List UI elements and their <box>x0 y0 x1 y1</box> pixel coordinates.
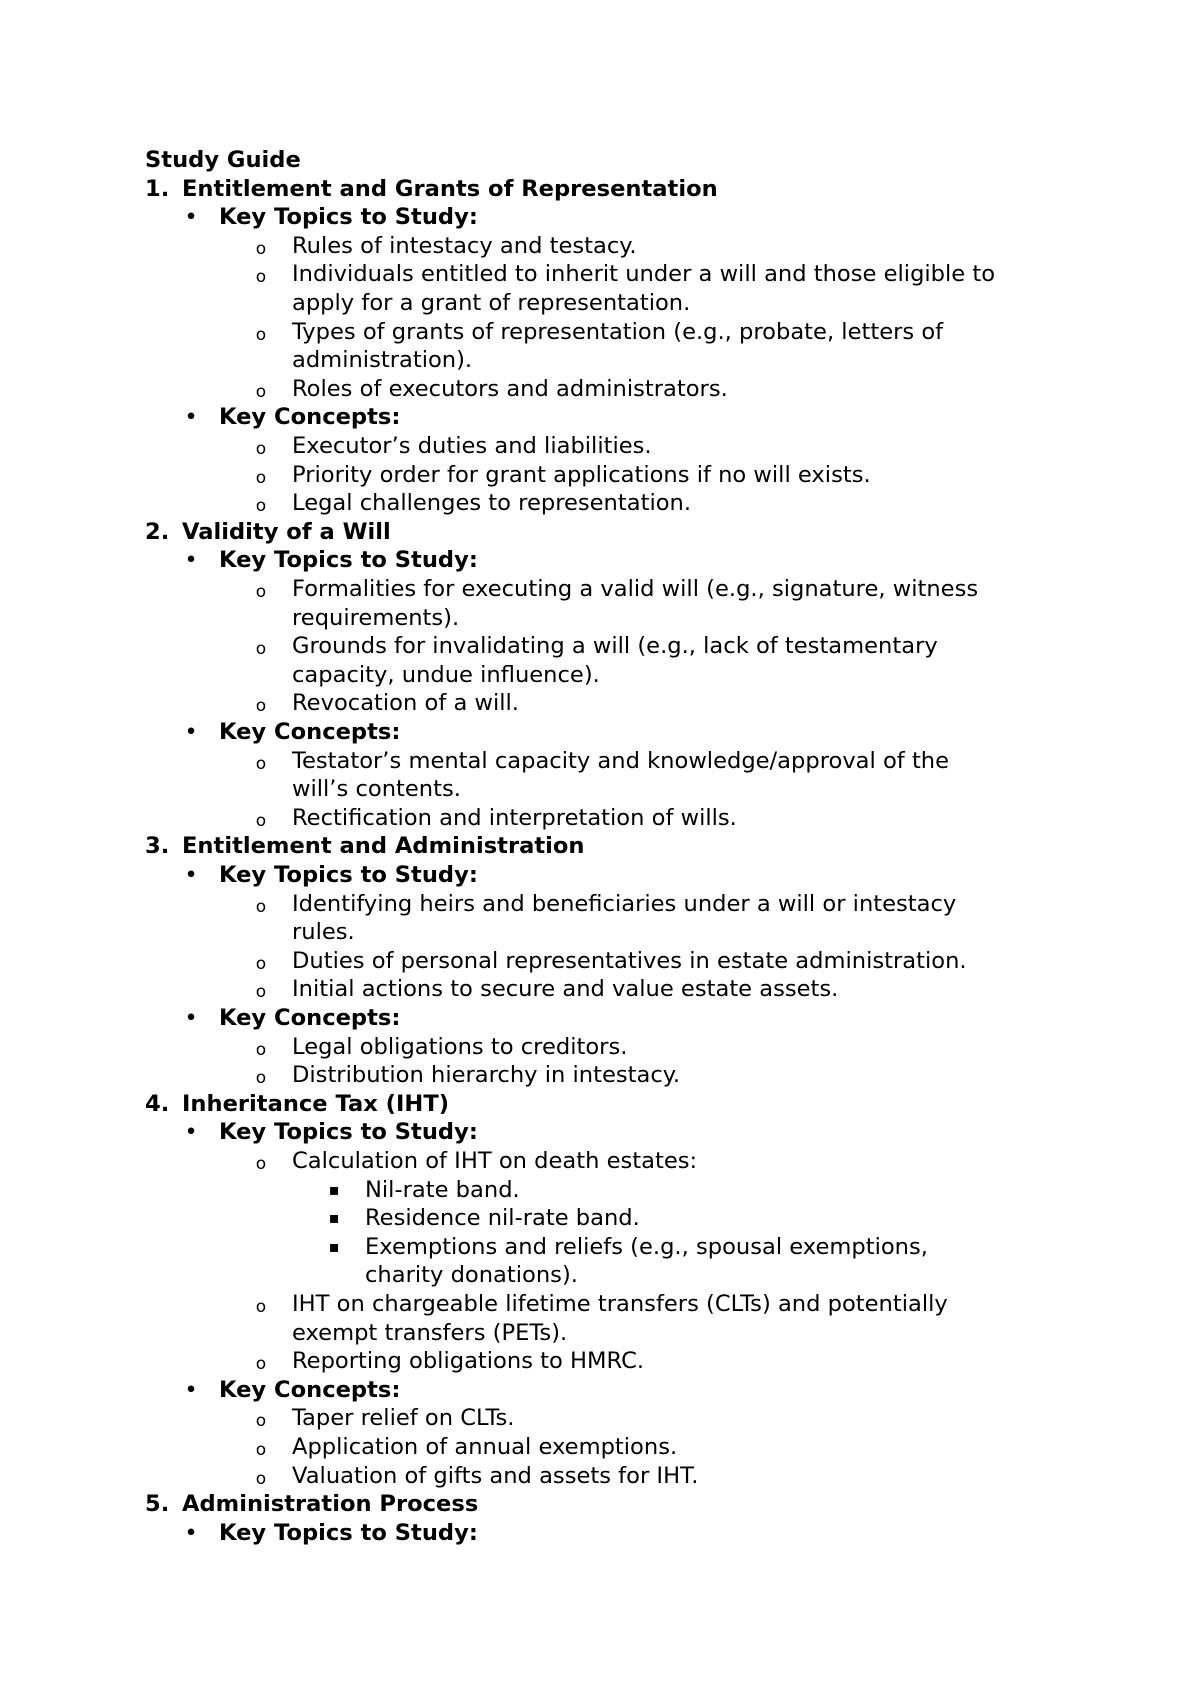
section-heading <box>0 1490 1200 1519</box>
section-heading <box>0 518 1200 547</box>
section-number: 5. <box>145 1491 170 1518</box>
section-number: 2. <box>145 518 170 545</box>
list-item-text: Duties of personal representatives in estate administration. <box>292 947 967 974</box>
list-item <box>0 432 1200 461</box>
list-item-text: Individuals entitled to inherit under a will and those eligible to <box>292 261 996 288</box>
list-item <box>0 461 1200 490</box>
circle-bullet-icon: o <box>255 810 267 831</box>
list-item-text: administration). <box>292 347 473 374</box>
list-item-text: Types of grants of representation (e.g., probate, letters of <box>292 318 944 345</box>
list-item <box>0 1147 1200 1176</box>
document-title-line <box>0 146 1200 175</box>
group-heading-text: Key Concepts: <box>219 719 401 745</box>
list-item <box>0 747 1200 776</box>
square-bullet-icon: ▪ <box>328 1179 340 1199</box>
list-item-text: requirements). <box>292 604 460 631</box>
list-item-text: Executor’s duties and liabilities. <box>292 433 652 459</box>
circle-bullet-icon: o <box>255 267 267 288</box>
list-item-text: Reporting obligations to HMRC. <box>292 1348 645 1375</box>
circle-bullet-icon: o <box>255 582 267 602</box>
sub-list-item-text: Nil-rate band. <box>365 1176 520 1203</box>
list-item-text: Identifying heirs and beneficiaries under a will or intestacy <box>292 890 957 917</box>
document-title: Study Guide <box>145 147 301 173</box>
circle-bullet-icon: o <box>255 1411 267 1432</box>
section-title: Validity of a Will <box>182 518 391 545</box>
circle-bullet-icon: o <box>255 1039 267 1060</box>
square-bullet-icon: ▪ <box>328 1208 340 1228</box>
circle-bullet-icon: o <box>255 324 267 345</box>
group-heading <box>0 203 1200 232</box>
square-bullet-icon: ▪ <box>328 1236 340 1256</box>
list-item-text: Rules of intestacy and testacy. <box>292 232 637 259</box>
list-item-text: IHT on chargeable lifetime transfers (CLTs) and potentially <box>292 1291 948 1317</box>
list-item <box>0 1033 1200 1062</box>
round-bullet-icon: • <box>184 719 198 745</box>
list-item <box>0 232 1200 261</box>
group-heading-text: Key Topics to Study: <box>219 547 478 574</box>
round-bullet-icon: • <box>184 1519 198 1546</box>
list-item-text: Initial actions to secure and value estate assets. <box>292 976 839 1003</box>
circle-bullet-icon: o <box>255 1468 267 1489</box>
circle-bullet-icon: o <box>255 896 267 917</box>
round-bullet-icon: • <box>184 1005 198 1031</box>
circle-bullet-icon: o <box>255 1440 267 1460</box>
section-title: Entitlement and Grants of Representation <box>182 175 718 202</box>
round-bullet-icon: • <box>184 547 198 574</box>
list-item-text: will’s contents. <box>292 776 461 803</box>
list-item <box>0 575 1200 604</box>
group-heading <box>0 1118 1200 1147</box>
list-item-text: Application of annual exemptions. <box>292 1434 678 1460</box>
circle-bullet-icon: o <box>255 696 267 717</box>
group-heading <box>0 1376 1200 1405</box>
group-heading <box>0 1004 1200 1033</box>
sub-list-item-text: Residence nil-rate band. <box>365 1205 640 1232</box>
circle-bullet-icon: o <box>255 1068 267 1089</box>
list-item-text: exempt transfers (PETs). <box>292 1319 568 1346</box>
list-item-text: Revocation of a will. <box>292 690 519 717</box>
round-bullet-icon: • <box>184 862 198 888</box>
list-item-text: Grounds for invalidating a will (e.g., lack of testamentary <box>292 633 938 660</box>
list-item-text: Distribution hierarchy in intestacy. <box>292 1062 681 1089</box>
sub-list-item-text: Exemptions and reliefs (e.g., spousal exemptions, <box>365 1233 928 1260</box>
list-item-text: Priority order for grant applications if no will exists. <box>292 461 871 488</box>
list-item <box>0 890 1200 919</box>
section-number: 4. <box>145 1090 170 1117</box>
list-item <box>0 346 1200 375</box>
list-item <box>0 1319 1200 1348</box>
list-item <box>0 918 1200 947</box>
circle-bullet-icon: o <box>255 1354 267 1375</box>
sub-list-item <box>0 1233 1200 1262</box>
list-item-text: Formalities for executing a valid will (e.g., signature, witness <box>292 576 979 602</box>
section-heading <box>0 1090 1200 1119</box>
sub-list-item <box>0 1204 1200 1233</box>
list-item <box>0 1433 1200 1462</box>
list-item-text: Testator’s mental capacity and knowledge/approval of the <box>292 747 950 774</box>
list-item <box>0 689 1200 718</box>
group-heading-text: Key Topics to Study: <box>219 1519 478 1546</box>
sub-list-item-text: charity donations). <box>365 1262 578 1289</box>
group-heading <box>0 1519 1200 1548</box>
list-item <box>0 260 1200 289</box>
circle-bullet-icon: o <box>255 439 267 459</box>
circle-bullet-icon: o <box>255 982 267 1003</box>
list-item <box>0 1404 1200 1433</box>
section-heading <box>0 175 1200 204</box>
circle-bullet-icon: o <box>255 381 267 402</box>
group-heading-text: Key Topics to Study: <box>219 862 478 888</box>
circle-bullet-icon: o <box>255 639 267 660</box>
list-item <box>0 632 1200 661</box>
group-heading-text: Key Topics to Study: <box>219 1119 478 1146</box>
group-heading-text: Key Concepts: <box>219 1005 401 1031</box>
list-item <box>0 1290 1200 1319</box>
list-item <box>0 947 1200 976</box>
group-heading <box>0 403 1200 432</box>
circle-bullet-icon: o <box>255 496 267 517</box>
list-item <box>0 375 1200 404</box>
circle-bullet-icon: o <box>255 467 267 488</box>
section-number: 1. <box>145 175 170 202</box>
group-heading-text: Key Concepts: <box>219 404 401 431</box>
list-item-text: Legal challenges to representation. <box>292 490 692 517</box>
list-item-text: capacity, undue influence). <box>292 661 600 688</box>
list-item <box>0 604 1200 633</box>
circle-bullet-icon: o <box>255 753 267 774</box>
section-number: 3. <box>145 833 170 860</box>
list-item <box>0 1462 1200 1491</box>
section-title: Administration Process <box>182 1491 479 1518</box>
round-bullet-icon: • <box>184 404 198 431</box>
list-item <box>0 975 1200 1004</box>
list-item-text: Valuation of gifts and assets for IHT. <box>292 1462 699 1489</box>
list-item <box>0 289 1200 318</box>
section-title: Entitlement and Administration <box>182 833 585 860</box>
list-item <box>0 775 1200 804</box>
list-item <box>0 804 1200 833</box>
group-heading <box>0 718 1200 747</box>
list-item-text: rules. <box>292 919 355 946</box>
list-item-text: apply for a grant of representation. <box>292 290 691 316</box>
list-item-text: Legal obligations to creditors. <box>292 1033 628 1060</box>
list-item-text: Calculation of IHT on death estates: <box>292 1148 698 1174</box>
group-heading <box>0 546 1200 575</box>
sub-list-item <box>0 1176 1200 1205</box>
round-bullet-icon: • <box>184 1376 198 1403</box>
sub-list-item <box>0 1261 1200 1290</box>
group-heading-text: Key Topics to Study: <box>219 204 478 231</box>
group-heading <box>0 861 1200 890</box>
list-item <box>0 1061 1200 1090</box>
circle-bullet-icon: o <box>255 1297 267 1317</box>
round-bullet-icon: • <box>184 1119 198 1146</box>
circle-bullet-icon: o <box>255 1154 267 1174</box>
list-item <box>0 1347 1200 1376</box>
list-item <box>0 661 1200 690</box>
list-item <box>0 318 1200 347</box>
round-bullet-icon: • <box>184 204 198 231</box>
circle-bullet-icon: o <box>255 953 267 974</box>
list-item-text: Rectification and interpretation of wills. <box>292 804 737 831</box>
list-item <box>0 489 1200 518</box>
circle-bullet-icon: o <box>255 238 267 259</box>
section-heading <box>0 832 1200 861</box>
list-item-text: Taper relief on CLTs. <box>292 1405 515 1432</box>
group-heading-text: Key Concepts: <box>219 1376 401 1403</box>
list-item-text: Roles of executors and administrators. <box>292 375 728 402</box>
section-title: Inheritance Tax (IHT) <box>182 1090 450 1117</box>
